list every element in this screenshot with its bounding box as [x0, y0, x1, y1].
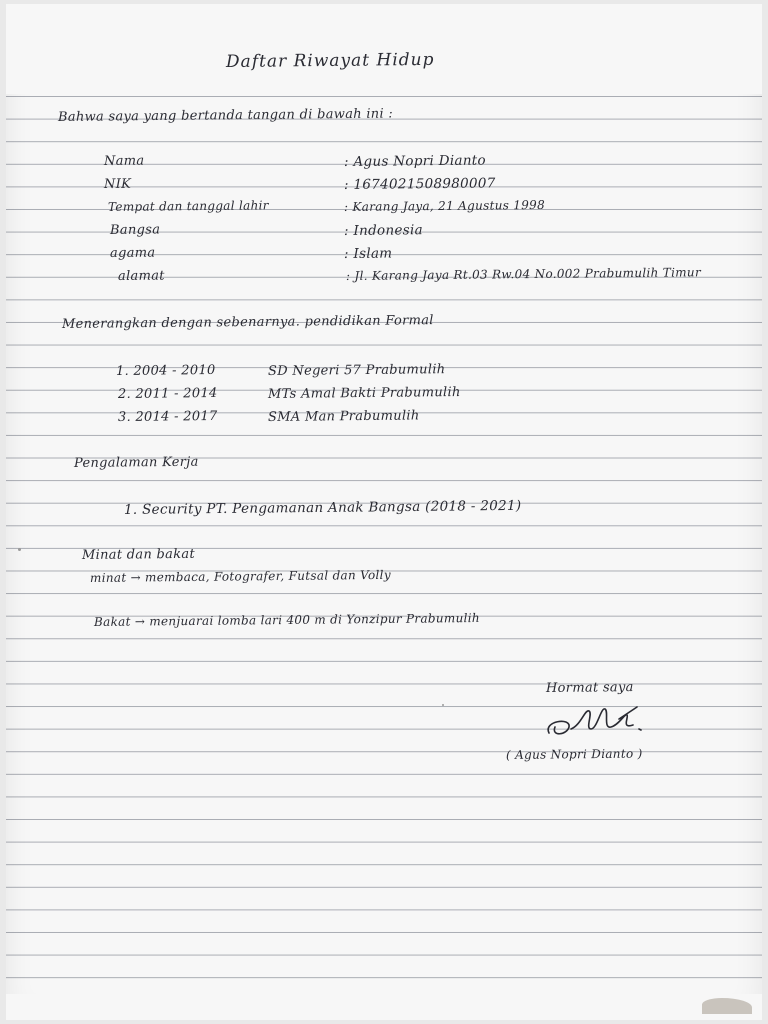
- label-nama: Nama: [103, 153, 145, 169]
- education-school-1: SD Negeri 57 Prabumulih: [267, 362, 446, 379]
- education-heading: Menerangkan dengan sebenarnya. pendidikan Formal: [61, 313, 434, 332]
- value-nik: : 1674021508980007: [343, 175, 496, 193]
- education-years-2: 2. 2011 - 2014: [117, 385, 218, 402]
- paper-top-margin: [6, 4, 762, 94]
- label-bangsa: Bangsa: [109, 222, 161, 238]
- talent-text: Bakat → menjuarai lomba lari 400 m di Yonzipur Prabumulih: [93, 610, 480, 629]
- interest-heading: Minat dan bakat: [81, 546, 196, 563]
- education-school-2: MTs Amal Bakti Prabumulih: [267, 384, 461, 402]
- experience-item-1: 1. Security PT. Pengamanan Anak Bangsa (2018 - 2021): [123, 497, 522, 518]
- value-bangsa: : Indonesia: [343, 222, 424, 239]
- paper-sheet: [6, 4, 762, 1020]
- document-title: Daftar Riwayat Hidup: [225, 49, 435, 72]
- value-nama: : Agus Nopri Dianto: [343, 152, 487, 170]
- interest-text: minat → membaca, Fotografer, Futsal dan Volly: [89, 567, 391, 585]
- handwritten-signature: [541, 699, 661, 749]
- paper-bottom-margin: [6, 994, 762, 1020]
- value-agama: : Islam: [343, 245, 393, 262]
- experience-heading: Pengalaman Kerja: [73, 454, 199, 471]
- label-nik: NIK: [103, 176, 132, 192]
- paper-torn-corner: [702, 998, 752, 1014]
- closing-text: Hormat saya: [545, 680, 634, 696]
- education-years-3: 3. 2014 - 2017: [117, 408, 218, 425]
- value-alamat: : Jl. Karang Jaya Rt.03 Rw.04 No.002 Prabumulih Timur: [345, 265, 702, 283]
- paper-speck: [18, 548, 21, 551]
- education-years-1: 1. 2004 - 2010: [115, 362, 216, 379]
- education-school-3: SMA Man Prabumulih: [267, 408, 420, 425]
- label-agama: agama: [109, 245, 156, 261]
- label-alamat: alamat: [117, 268, 165, 284]
- signed-name: ( Agus Nopri Dianto ): [505, 746, 643, 762]
- intro-text: Bahwa saya yang bertanda tangan di bawah ini :: [57, 106, 394, 125]
- paper-speck: [442, 704, 444, 706]
- value-tempat-tanggal-lahir: : Karang Jaya, 21 Agustus 1998: [343, 197, 546, 214]
- label-tempat-tanggal-lahir: Tempat dan tanggal lahir: [107, 198, 269, 214]
